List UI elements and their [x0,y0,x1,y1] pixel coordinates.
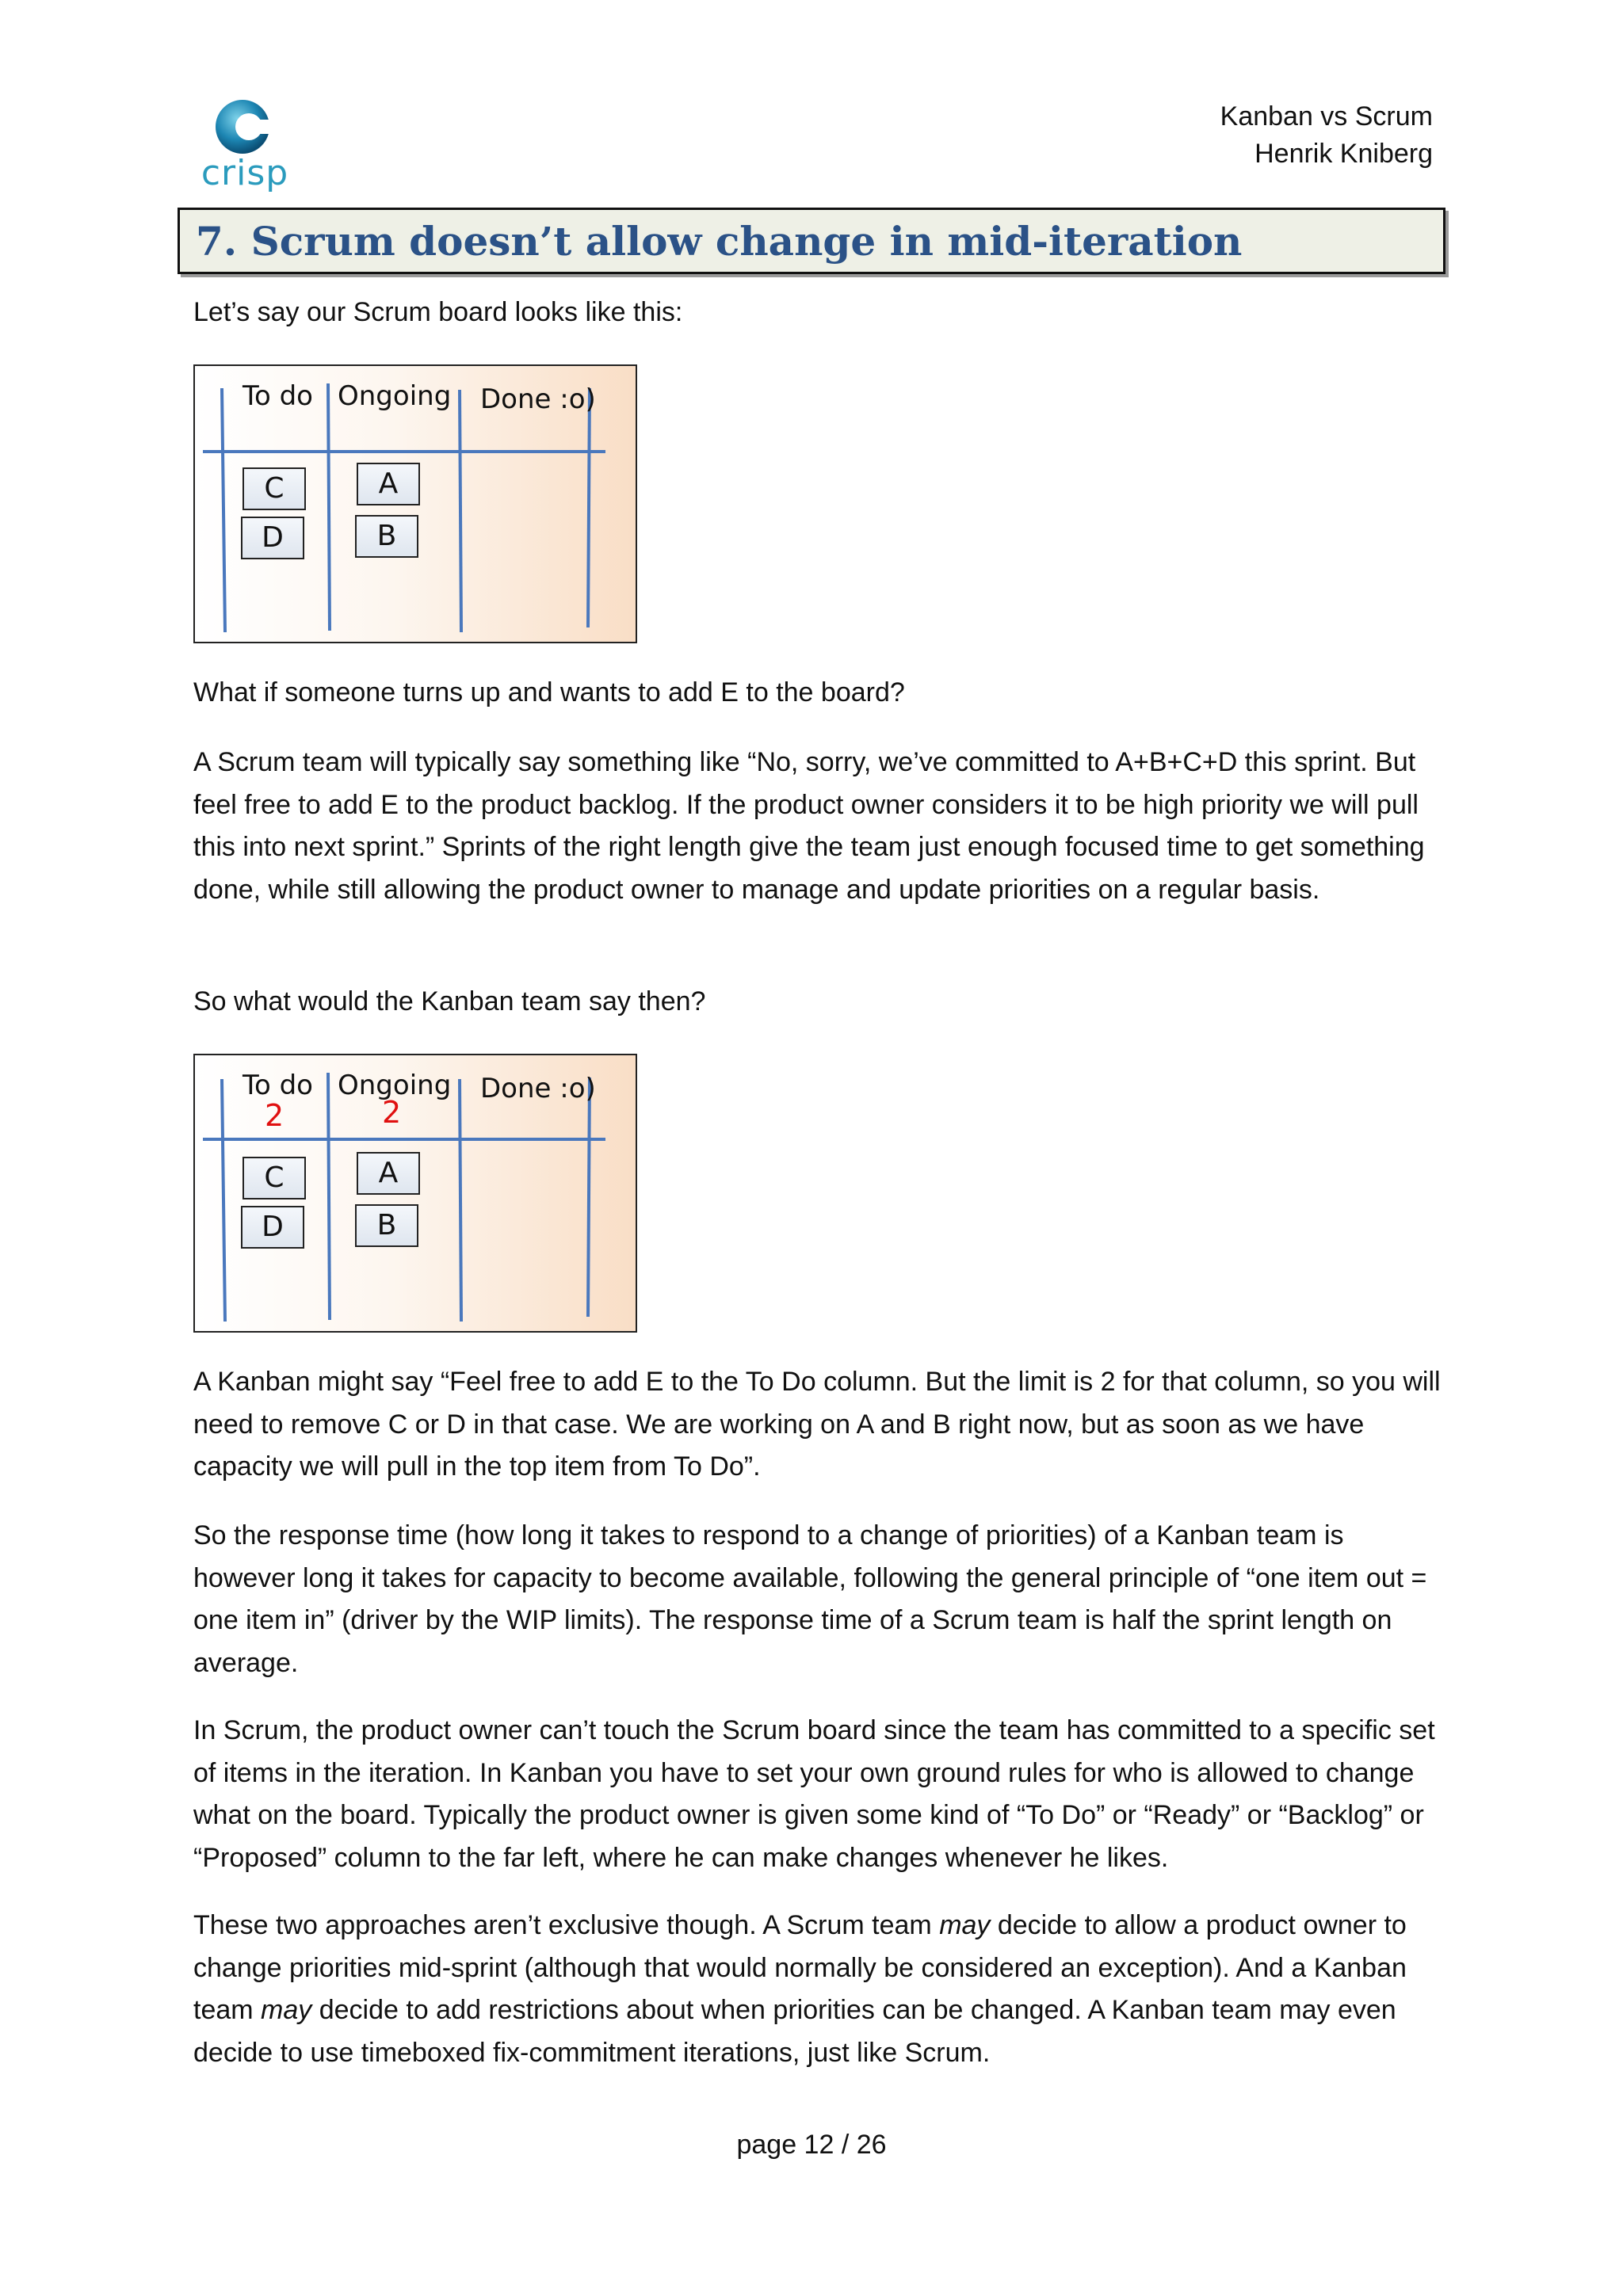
task-card: D [241,1206,304,1249]
paragraph-not-exclusive [193,1905,1445,2074]
task-card: B [355,1204,418,1247]
column-header-todo: To do [242,1070,313,1101]
emphasis-may: may [939,1910,991,1940]
page-number: page 12 / 26 [736,2130,887,2160]
column-header-todo: To do [242,380,313,412]
wip-limit-todo: 2 [265,1098,285,1133]
text-run: decide to allow a product owner to change priorities mid-sprint (although that would normally be considered an exception). And a Kanban team [193,1910,1407,2025]
column-header-ongoing: Ongoing [338,380,452,412]
column-header-ongoing: Ongoing [338,1070,452,1101]
author-name: Henrik Kniberg [1254,139,1433,169]
task-card: A [357,1152,420,1195]
wip-limit-ongoing: 2 [382,1095,402,1130]
paragraph-scrum-response: A Scrum team will typically say something like “No, sorry, we’ve committed to A+B+C+D this sprint. But feel free to add E to the product backlog. If the product owner considers it to be high priority we will pull this into next sprint.” Sprints of the right length give the team just enough focused time to get something done, while still allowing the product owner to manage and update priorities on a regular basis. [193,747,1425,905]
logo-wordmark: crisp [200,153,289,193]
scrum-board-figure [193,364,637,643]
task-card: A [357,463,420,505]
section-heading-box [178,208,1445,274]
paragraph-kanban-question: So what would the Kanban team say then? [193,986,706,1016]
document-title: Kanban vs Scrum [1220,101,1433,132]
task-card: D [241,517,304,559]
section-title: 7. Scrum doesn’t allow change in mid-iteration [196,218,1243,265]
task-card: C [242,467,306,510]
emphasis-may: may [261,1995,312,2025]
paragraph-response-time: So the response time (how long it takes to respond to a change of priorities) of a Kanban team is however long it takes for capacity to become available, following the general principle of “one item out = one item in” (driver by the WIP limits). The response time of a Scrum team is half the sprint length on average. [193,1520,1427,1678]
text-run: decide to add restrictions about when priorities can be changed. A Kanban team may even decide to use timeboxed fix-commitment iterations, just like Scrum. [193,1995,1396,2068]
paragraph-kanban-response: A Kanban might say “Feel free to add E to the To Do column. But the limit is 2 for that column, so you will need to remove C or D in that case. We are working on A and B right now, but as soon as we have capacity we will pull in the top item from To Do”. [193,1367,1441,1482]
paragraph-product-owner: In Scrum, the product owner can’t touch the Scrum board since the team has committed to a specific set of items in the iteration. In Kanban you have to set your own ground rules for who is allowed to change what on the board. Typically the product owner is given some kind of “To Do” or “Ready” or “Backlog” or “Proposed” column to the far left, where he can make changes whenever he likes. [193,1715,1435,1873]
paragraph-question: What if someone turns up and wants to add E to the board? [193,677,905,707]
task-card: B [355,515,418,558]
running-header [1220,98,1433,173]
text-run: These two approaches aren’t exclusive though. A Scrum team [193,1910,940,1940]
column-header-done: Done :o) [480,1073,596,1104]
kanban-board-figure [193,1054,637,1333]
paragraph-intro: Let’s say our Scrum board looks like this: [193,297,683,327]
task-card: C [242,1157,306,1199]
column-header-done: Done :o) [480,383,596,415]
